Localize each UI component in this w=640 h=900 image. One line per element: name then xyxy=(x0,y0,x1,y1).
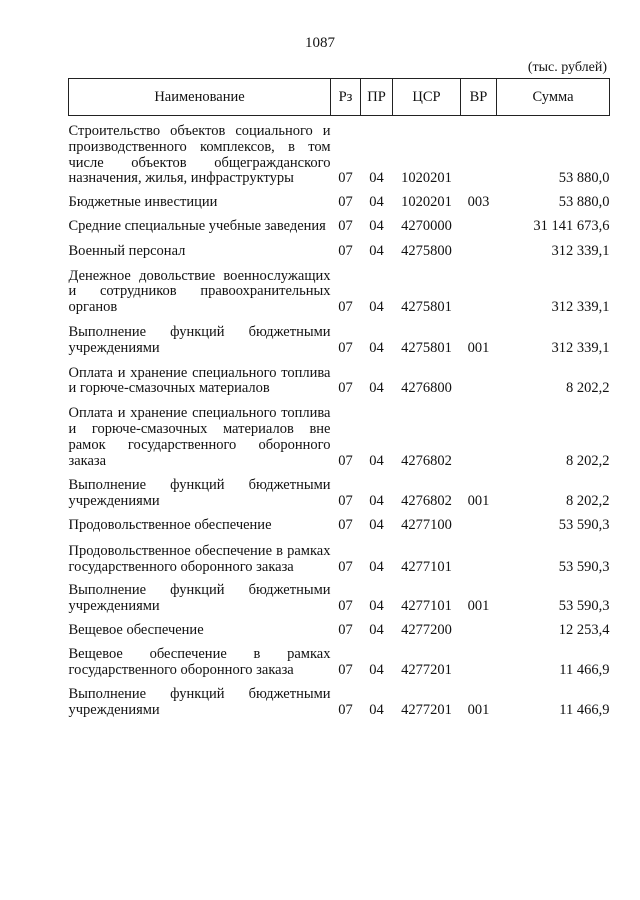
row-pr: 04 xyxy=(369,339,384,356)
table-row xyxy=(69,534,610,576)
row-vr xyxy=(461,534,497,576)
row-sum: 312 339,1 xyxy=(551,339,610,356)
row-sum: 11 466,9 xyxy=(559,702,610,719)
row-name: Вещевое обеспечение xyxy=(68,621,204,638)
row-rz: 07 xyxy=(338,380,353,397)
row-rz: 07 xyxy=(338,598,353,615)
row-pr: 04 xyxy=(369,242,384,259)
row-rz: 07 xyxy=(338,242,353,259)
row-name: Продовольственное обеспечение xyxy=(68,516,272,533)
row-pr: 04 xyxy=(369,452,384,469)
row-csr: 4277200 xyxy=(401,621,452,638)
table-header-row xyxy=(69,79,610,116)
header-vr: ВР xyxy=(461,79,497,116)
row-csr: 4277201 xyxy=(401,661,452,678)
row-pr: 04 xyxy=(369,194,384,211)
table-row xyxy=(69,469,610,510)
row-name: Строительство объектов социального и производственного комплексов, в том числе объектов общегражданского назначения, жилья, инфраструктуры xyxy=(68,123,331,187)
table-row xyxy=(69,235,610,260)
row-csr: 4277101 xyxy=(401,598,452,615)
table-row xyxy=(69,510,610,534)
row-pr: 04 xyxy=(369,170,384,187)
row-name: Выполнение функций бюджетными учреждениями xyxy=(68,323,331,356)
row-vr xyxy=(461,397,497,469)
row-name: Выполнение функций бюджетными учреждениями xyxy=(68,477,331,510)
table-row xyxy=(69,397,610,469)
row-rz: 07 xyxy=(338,661,353,678)
row-rz: 07 xyxy=(338,217,353,234)
row-csr: 4277100 xyxy=(401,516,452,533)
row-name: Вещевое обеспечение в рамках государственного оборонного заказа xyxy=(68,645,331,678)
row-sum: 53 590,3 xyxy=(558,598,610,615)
row-name: Выполнение функций бюджетными учреждениями xyxy=(68,686,331,719)
row-sum: 53 590,3 xyxy=(558,516,610,533)
row-vr xyxy=(461,615,497,639)
row-sum: 53 590,3 xyxy=(558,558,610,575)
row-vr: 001 xyxy=(467,493,490,510)
row-csr: 4276802 xyxy=(401,493,452,510)
row-vr xyxy=(461,510,497,534)
row-rz: 07 xyxy=(338,558,353,575)
table-row xyxy=(69,615,610,639)
row-name: Средние специальные учебные заведения xyxy=(68,217,326,234)
row-csr: 4277101 xyxy=(401,558,452,575)
row-rz: 07 xyxy=(338,299,353,316)
row-csr: 4275800 xyxy=(401,242,452,259)
row-name: Бюджетные инвестиции xyxy=(68,194,218,211)
table-row xyxy=(69,260,610,316)
row-rz: 07 xyxy=(338,170,353,187)
row-vr xyxy=(461,639,497,679)
table-row xyxy=(69,575,610,615)
row-vr xyxy=(461,211,497,235)
row-sum: 8 202,2 xyxy=(566,380,610,397)
row-name: Оплата и хранение специального топлива и горюче-смазочных материалов вне рамок государственного оборонного заказа xyxy=(68,405,331,469)
header-sum: Сумма xyxy=(497,79,610,116)
row-vr xyxy=(461,357,497,398)
row-name: Денежное довольствие военнослужащих и сотрудников правоохранительных органов xyxy=(68,267,331,316)
row-sum: 312 339,1 xyxy=(551,242,610,259)
row-vr xyxy=(461,260,497,316)
row-sum: 53 880,0 xyxy=(558,170,610,187)
row-csr: 4275801 xyxy=(401,339,452,356)
row-pr: 04 xyxy=(369,621,384,638)
row-pr: 04 xyxy=(369,493,384,510)
row-vr: 001 xyxy=(467,598,490,615)
row-pr: 04 xyxy=(369,380,384,397)
row-name: Оплата и хранение специального топлива и горюче-смазочных материалов xyxy=(68,364,331,397)
row-name: Военный персонал xyxy=(68,242,186,259)
row-pr: 04 xyxy=(369,598,384,615)
row-vr: 001 xyxy=(467,702,490,719)
row-pr: 04 xyxy=(369,516,384,533)
row-pr: 04 xyxy=(369,558,384,575)
row-sum: 53 880,0 xyxy=(558,194,610,211)
row-sum: 312 339,1 xyxy=(551,299,610,316)
row-rz: 07 xyxy=(338,452,353,469)
units-label: (тыс. рублей) xyxy=(527,60,607,75)
row-csr: 4277201 xyxy=(401,702,452,719)
row-csr: 1020201 xyxy=(401,194,452,211)
table-row xyxy=(69,639,610,679)
table-row xyxy=(69,116,610,188)
row-name: Выполнение функций бюджетными учреждениями xyxy=(68,582,331,615)
row-vr: 003 xyxy=(467,194,490,211)
row-vr: 001 xyxy=(467,339,490,356)
header-name: Наименование xyxy=(69,79,331,116)
row-rz: 07 xyxy=(338,516,353,533)
row-rz: 07 xyxy=(338,339,353,356)
row-sum: 11 466,9 xyxy=(559,661,610,678)
row-sum: 8 202,2 xyxy=(566,493,610,510)
row-rz: 07 xyxy=(338,621,353,638)
row-csr: 4276800 xyxy=(401,380,452,397)
row-pr: 04 xyxy=(369,217,384,234)
row-rz: 07 xyxy=(338,702,353,719)
header-csr: ЦСР xyxy=(393,79,461,116)
table-row xyxy=(69,187,610,211)
row-csr: 4270000 xyxy=(401,217,452,234)
header-rz: Рз xyxy=(331,79,361,116)
row-sum: 8 202,2 xyxy=(566,452,610,469)
row-sum: 31 141 673,6 xyxy=(533,217,610,234)
budget-table xyxy=(68,78,610,719)
row-csr: 1020201 xyxy=(401,170,452,187)
row-rz: 07 xyxy=(338,493,353,510)
table-row xyxy=(69,678,610,719)
row-vr xyxy=(461,235,497,260)
row-sum: 12 253,4 xyxy=(558,621,610,638)
row-pr: 04 xyxy=(369,299,384,316)
row-vr xyxy=(461,116,497,188)
row-rz: 07 xyxy=(338,194,353,211)
row-pr: 04 xyxy=(369,702,384,719)
table-row xyxy=(69,357,610,398)
row-pr: 04 xyxy=(369,661,384,678)
header-pr: ПР xyxy=(361,79,393,116)
table-row xyxy=(69,211,610,235)
row-name: Продовольственное обеспечение в рамках государственного оборонного заказа xyxy=(68,542,331,575)
table-row xyxy=(69,316,610,357)
page-number: 1087 xyxy=(305,35,335,51)
row-csr: 4275801 xyxy=(401,299,452,316)
row-csr: 4276802 xyxy=(401,452,452,469)
